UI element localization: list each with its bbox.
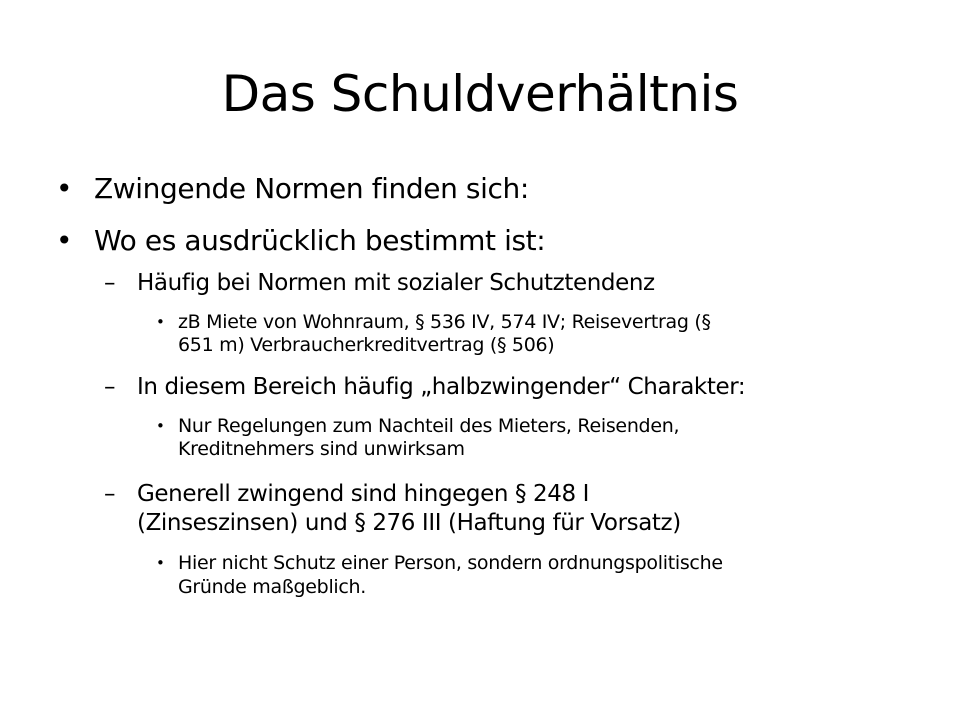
detail-ordnungspolitisch-line-2: Gründe maßgeblich. [178,576,367,598]
bullet-icon: • [156,417,165,435]
dash-icon: – [104,374,116,400]
subitem-soziale-schutztendenz: Häufig bei Normen mit sozialer Schutztendenz [137,270,655,296]
bullet-ausdruecklich-bestimmt: Wo es ausdrücklich bestimmt ist: [94,224,546,257]
dash-icon: – [104,270,116,296]
subitem-generell-zwingend-line-1: Generell zwingend sind hingegen § 248 I [137,481,589,507]
detail-nachteil-line-2: Kreditnehmers sind unwirksam [178,438,465,460]
subitem-halbzwingend: In diesem Bereich häufig „halbzwingender“ Charakter: [137,374,746,400]
slide-title: Das Schuldverhältnis [221,65,739,123]
bullet-icon: • [56,224,73,257]
bullet-icon: • [56,172,73,205]
bullet-zwingende-normen: Zwingende Normen finden sich: [94,172,529,205]
bullet-icon: • [156,554,165,572]
detail-nachteil-line-1: Nur Regelungen zum Nachteil des Mieters, Reisenden, [178,415,680,437]
bullet-icon: • [156,313,165,331]
subitem-generell-zwingend-line-2: (Zinseszinsen) und § 276 III (Haftung für Vorsatz) [137,510,681,536]
detail-miete-line-1: zB Miete von Wohnraum, § 536 IV, 574 IV; Reisevertrag (§ [178,311,711,333]
detail-ordnungspolitisch-line-1: Hier nicht Schutz einer Person, sondern ordnungspolitische [178,552,723,574]
detail-miete-line-2: 651 m) Verbraucherkreditvertrag (§ 506) [178,334,555,356]
dash-icon: – [104,481,116,507]
